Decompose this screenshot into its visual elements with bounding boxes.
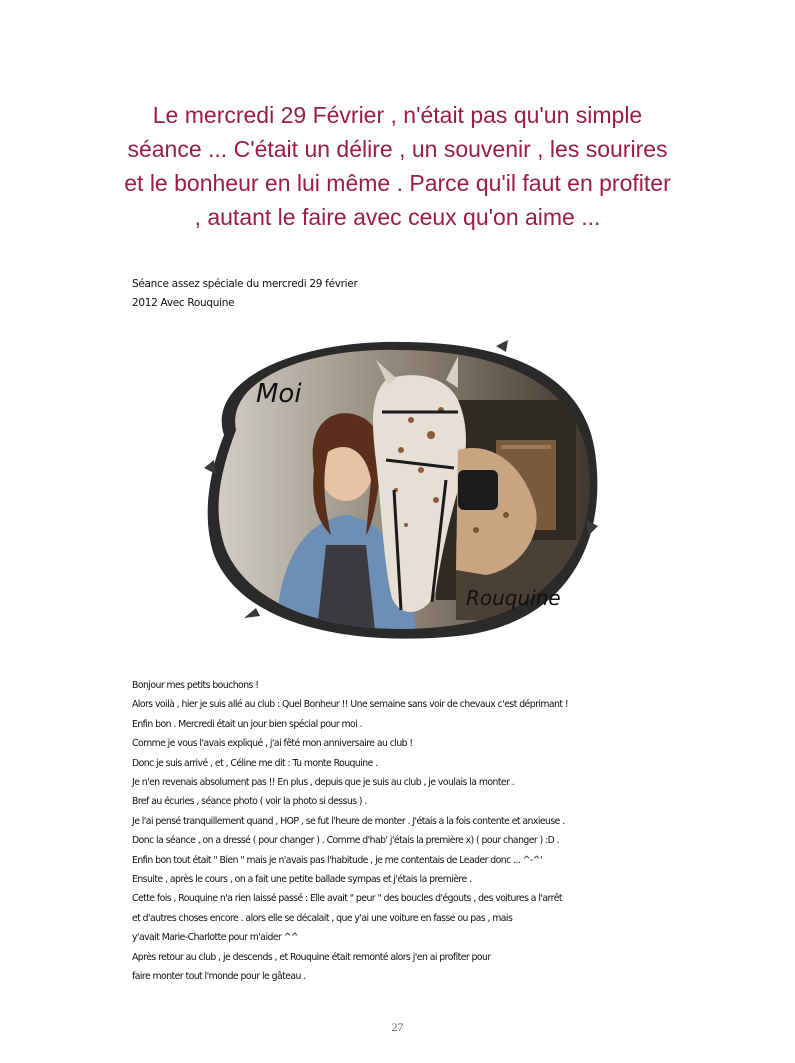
body-line: faire monter tout l'monde pour le gâteau . bbox=[132, 971, 306, 983]
body-line: et d'autres choses encore . alors elle se décalait , que y'ai une voiture en fasse ou pas , mais bbox=[132, 912, 513, 924]
label-moi: Moi bbox=[256, 379, 302, 409]
body-line: Alors voilà , hier je suis allé au club : Quel Bonheur !! Une semaine sans voir de chevaux c'est déprimant ! bbox=[132, 699, 569, 711]
body-line: Bref au écuries , séance photo ( voir la photo si dessus ) . bbox=[132, 796, 367, 808]
page-number: 27 bbox=[391, 1020, 404, 1034]
body-line: Donc la séance , on a dressé ( pour changer ) . Comme d'hab' j'étais la première x) ( pour changer ) :D . bbox=[132, 835, 560, 847]
caption-line: Séance assez spéciale du mercredi 29 février bbox=[132, 278, 358, 290]
label-rouquine: Rouquine bbox=[466, 586, 561, 610]
body-line: Je n'en revenais absolument pas !! En plus , depuis que je suis au club , je voulais la monter . bbox=[132, 777, 515, 789]
page-title: Le mercredi 29 Février , n'était pas qu'un simple séance ... C'était un délire , un souvenir , les sourires et le bonheur en lui même . Parce qu'il faut en profiter , autant le faire avec ceux qu'on aime ... bbox=[124, 102, 671, 230]
photo-caption bbox=[132, 275, 372, 313]
article-body bbox=[132, 676, 652, 987]
body-line: Je l'ai pensé tranquillement quand , HOP , se fut l'heure de monter . J'étais a la fois contente et anxieuse . bbox=[132, 815, 565, 827]
body-line: Enfin bon tout était " Bien " mais je n'avais pas l'habitude , je me contentais de Leader donc ... ^-^' bbox=[132, 854, 543, 866]
caption-line: 2012 Avec Rouquine bbox=[132, 297, 235, 309]
body-line: Donc je suis arrivé , et , Céline me dit : Tu monte Rouquine . bbox=[132, 757, 378, 769]
body-line: Ensuite , après le cours , on a fait une petite ballade sympas et j'étais la première . bbox=[132, 874, 472, 886]
photo-girl-and-horse bbox=[196, 340, 600, 640]
body-line: Après retour au club , je descends , et Rouquine était remonté alors j'en ai profiter pour bbox=[132, 951, 491, 963]
body-line: Enfin bon . Mercredi était un jour bien spécial pour moi . bbox=[132, 718, 363, 730]
body-line: Cette fois , Rouquine n'a rien laissé passé : Elle avait " peur " des boucles d'égouts , des voitures a l'arrêt bbox=[132, 893, 562, 905]
body-line: Comme je vous l'avais expliqué , j'ai fêté mon anniversaire au club ! bbox=[132, 738, 413, 750]
body-line: Bonjour mes petits bouchons ! bbox=[132, 680, 259, 691]
body-line: y'avait Marie-Charlotte pour m'aider ^^ bbox=[132, 932, 299, 944]
